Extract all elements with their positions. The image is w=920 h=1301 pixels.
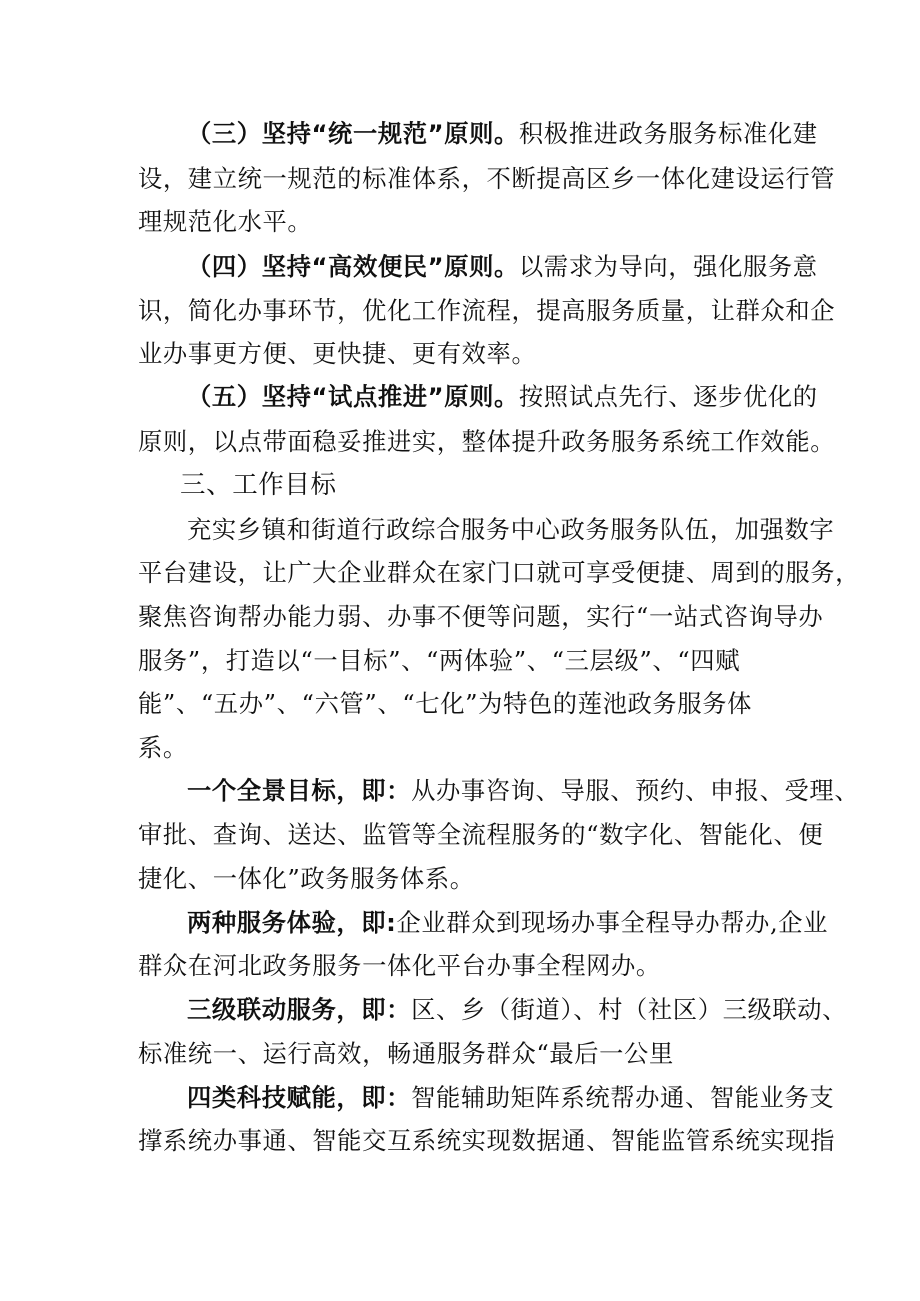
principle-4-line-2: 识，简化办事环节，优化工作流程，提高服务质量，让群众和企 <box>138 296 836 325</box>
goal-intro-line-6: 系。 <box>138 733 188 762</box>
principle-4-text: 以需求为导向，强化服务意 <box>518 252 818 281</box>
goal-one-line-3: 捷化、一体化”政务服务体系。 <box>138 864 475 893</box>
section-heading-work-goals: 三、工作目标 <box>180 470 337 500</box>
goal-one-line-2: 审批、查询、送达、监管等全流程服务的“数字化、智能化、便 <box>138 820 824 849</box>
goal-intro-line-3: 聚焦咨询帮办能力弱、办事不便等问题，实行“一站式咨询导办 <box>138 602 824 631</box>
goal-four-line-1 <box>187 1078 834 1118</box>
goal-intro-line-2: 平台建设，让广大企业群众在家门口就可享受便捷、周到的服务， <box>138 558 861 587</box>
goal-four-title: 四类科技赋能，即： <box>187 1083 412 1112</box>
principle-3-title: （三）坚持“统一规范”原则。 <box>187 119 519 148</box>
goal-three-line-1 <box>187 990 847 1030</box>
goal-three-title: 三级联动服务，即： <box>187 995 412 1024</box>
goal-four-line-2: 撑系统办事通、智能交互系统实现数据通、智能监管系统实现指 <box>138 1126 836 1155</box>
goal-three-line-2: 标准统一、运行高效，畅通服务群众“最后一公里 <box>138 1039 674 1068</box>
principle-3-text: 积极推进政务服务标准化建 <box>518 119 818 148</box>
goal-one-line-1 <box>187 771 859 811</box>
principle-3-line-1 <box>187 114 818 154</box>
goal-two-line-2: 群众在河北政务服务一体化平台办事全程网办。 <box>138 951 661 980</box>
goal-four-text: 智能辅助矩阵系统帮办通、智能业务支 <box>411 1083 835 1112</box>
principle-3-line-2: 设，建立统一规范的标准体系，不断提高区乡一体化建设运行管 <box>138 164 836 193</box>
goal-two-line-1 <box>187 903 828 943</box>
goal-one-title: 一个全景目标，即： <box>187 776 412 805</box>
goal-intro-line-1: 充实乡镇和街道行政综合服务中心政务服务队伍，加强数字 <box>187 515 835 544</box>
principle-4-title: （四）坚持“高效便民”原则。 <box>187 252 519 281</box>
principle-5-line-1 <box>187 377 818 417</box>
principle-5-line-2: 原则，以点带面稳妥推进实，整体提升政务服务系统工作效能。 <box>138 427 836 456</box>
principle-3-line-3: 理规范化水平。 <box>138 207 313 236</box>
goal-one-text: 从办事咨询、导服、预约、申报、受理、 <box>411 776 860 805</box>
principle-5-title: （五）坚持“试点推进”原则。 <box>187 382 519 411</box>
goal-intro-line-4: 服务”，打造以“一目标”、“两体验”、“三层级”、“四赋 <box>138 646 741 675</box>
goal-intro-line-5: 能”、“五办”、“六管”、“七化”为特色的莲池政务服务体 <box>138 689 752 718</box>
goal-two-title: 两种服务体验，即: <box>187 908 397 937</box>
principle-5-text: 按照试点先行、逐步优化的 <box>518 382 818 411</box>
principle-4-line-3: 业办事更方便、更快捷、更有效率。 <box>138 339 537 368</box>
goal-three-text: 区、乡（街道）、村（社区）三级联动、 <box>411 995 848 1024</box>
goal-two-text: 企业群众到现场办事全程导办帮办,企业 <box>396 908 829 937</box>
principle-4-line-1 <box>187 247 818 287</box>
